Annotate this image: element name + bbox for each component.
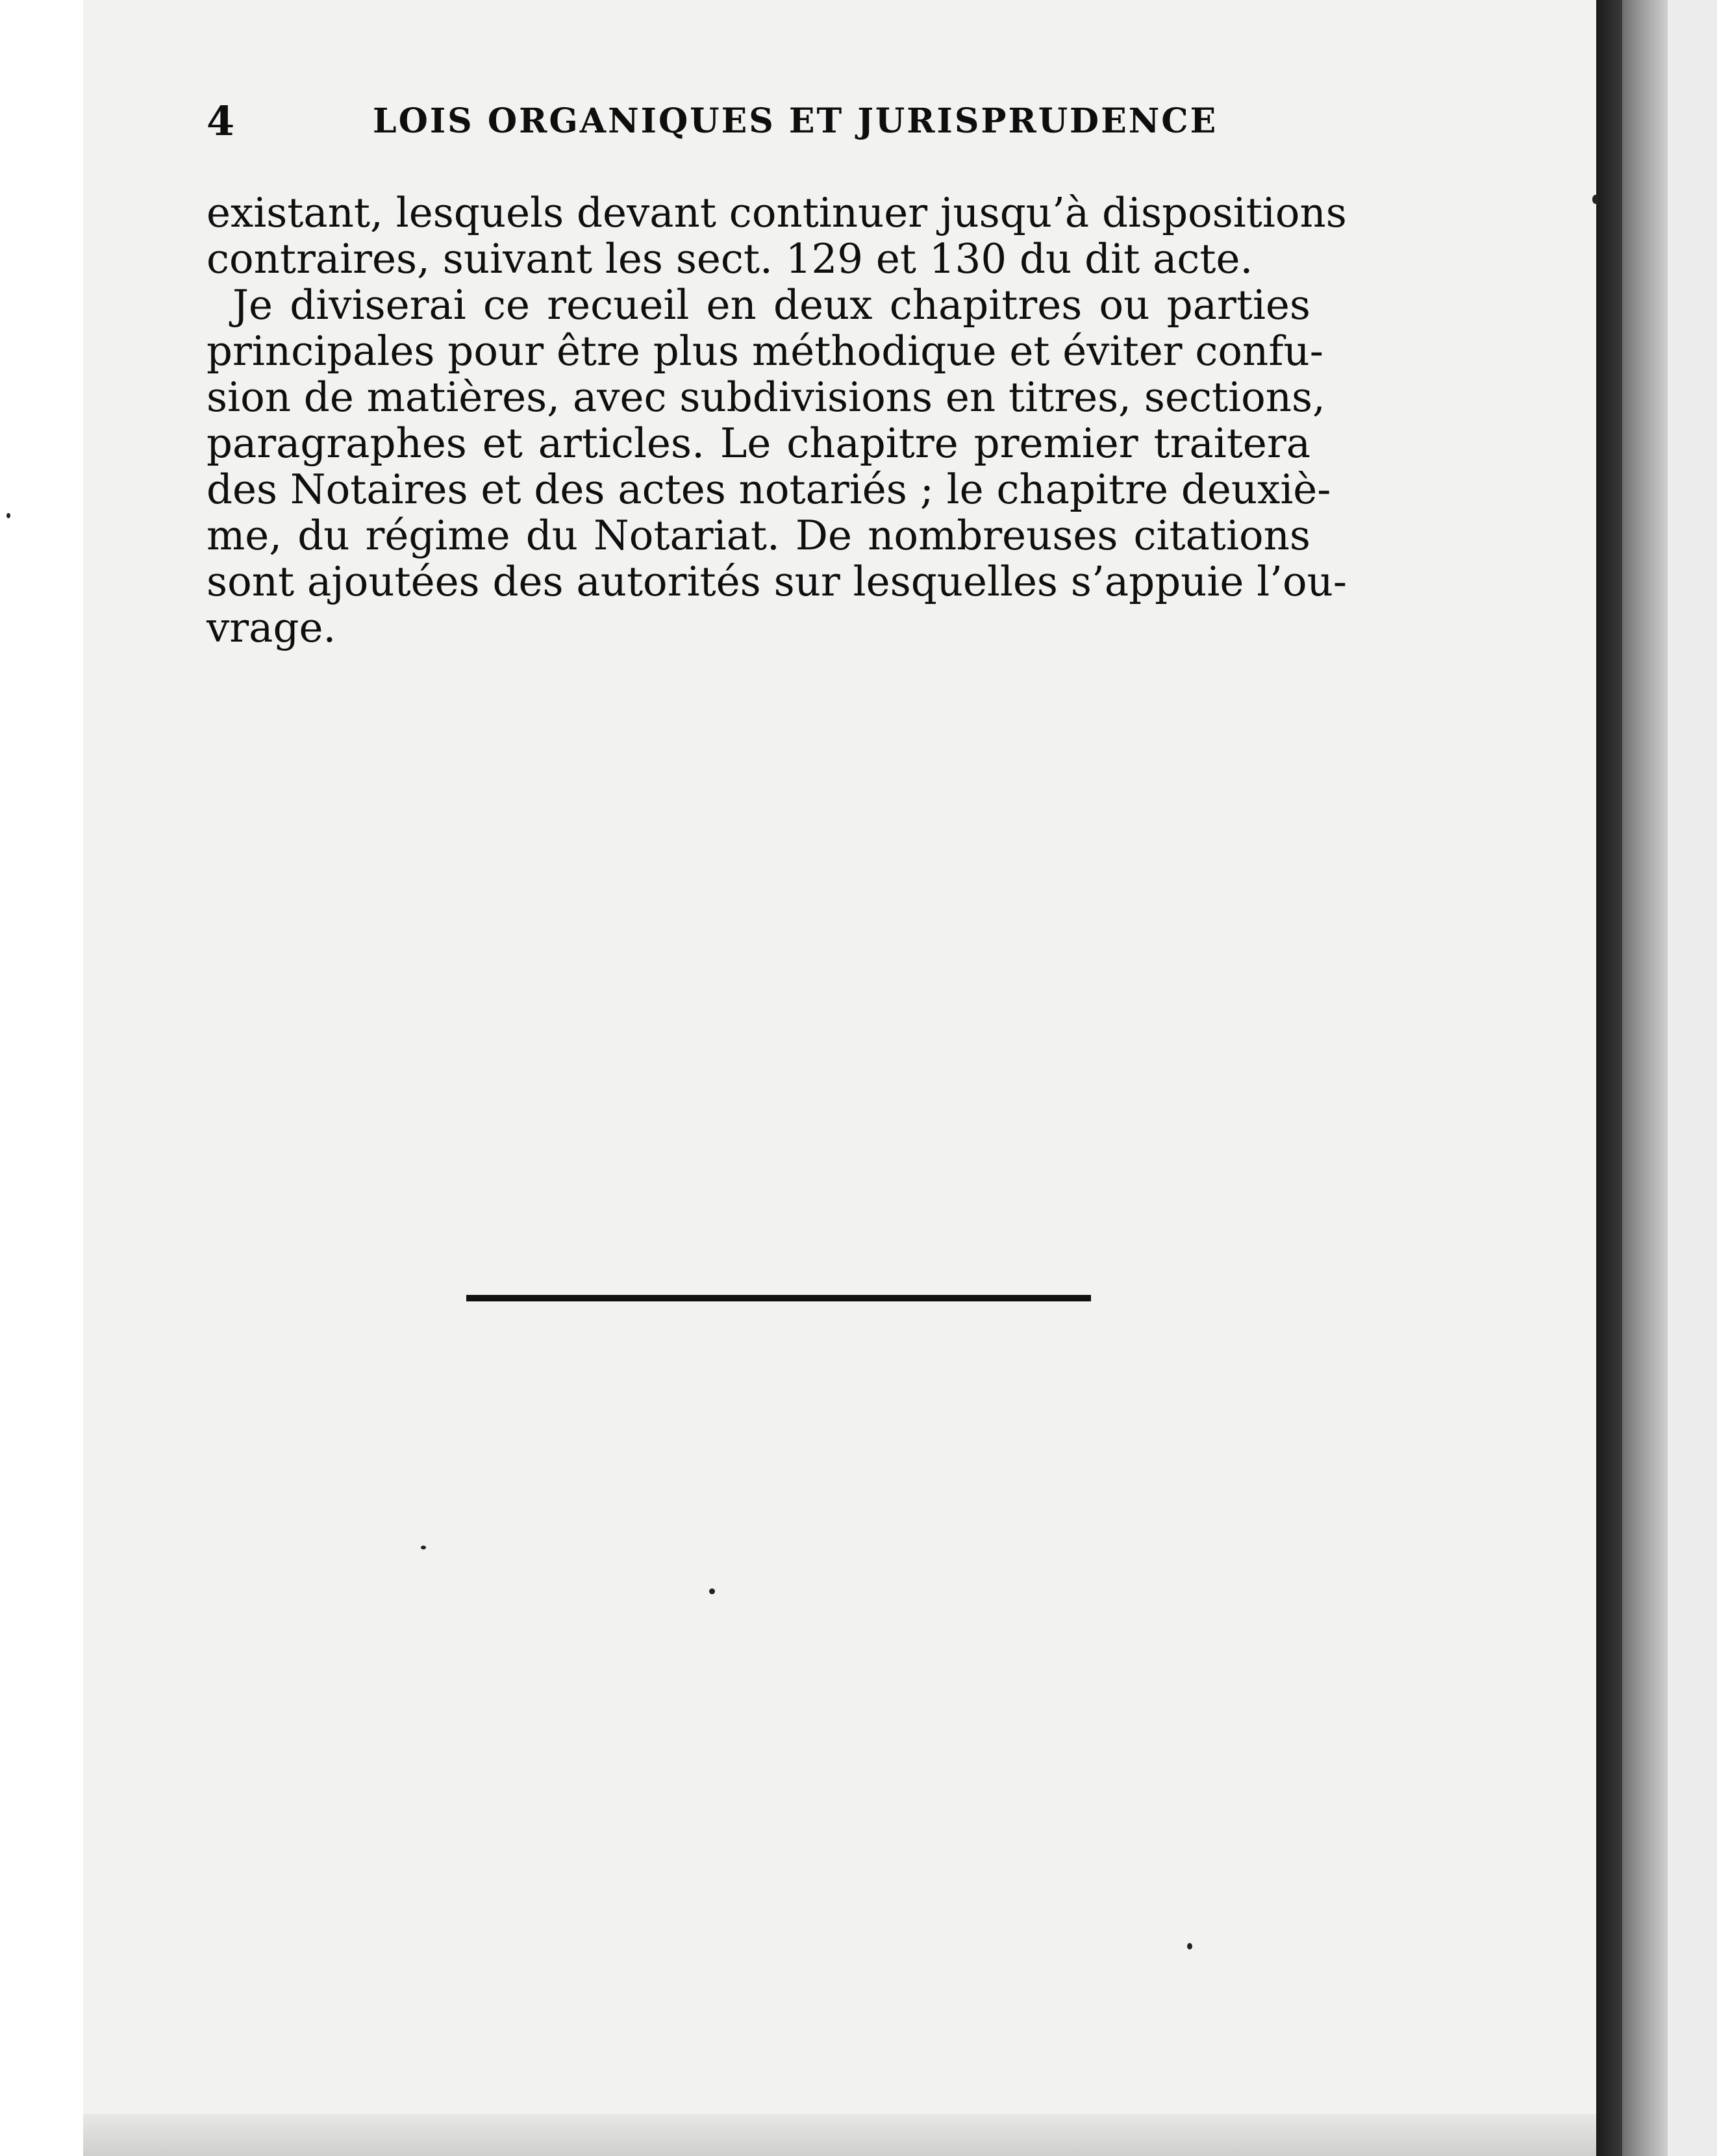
running-title: LOIS ORGANIQUES ET JURISPRUDENCE [373, 101, 1218, 141]
binding-edge [1596, 0, 1622, 2156]
ink-speck [421, 1546, 426, 1549]
page-edge-shadow [1622, 0, 1668, 2156]
ink-speck [1187, 1943, 1192, 1949]
text-line: contraires, suivant les sect. 129 et 130 du dit acte. [207, 235, 1253, 282]
bottom-page-edge [83, 2114, 1596, 2156]
text-line: des Notaires et des actes notariés ; le chapitre deuxiè- [207, 466, 1331, 513]
text-line: sont ajoutées des autorités sur lesquelles s’appuie l’ou- [207, 558, 1347, 605]
text-line: Je diviserai ce recueil en deux chapitres ou parties [232, 281, 1310, 329]
section-rule [466, 1295, 1091, 1301]
text-line: sion de matières, avec subdivisions en titres, sections, [207, 373, 1325, 421]
ink-speck [709, 1588, 715, 1594]
ink-speck [6, 513, 10, 518]
text-line: vrage. [207, 604, 336, 651]
running-header [207, 97, 1310, 149]
text-line: existant, lesquels devant continuer jusqu’à dispositions [207, 189, 1347, 236]
ink-speck [1592, 195, 1599, 204]
text-line: paragraphes et articles. Le chapitre premier traitera [207, 420, 1310, 467]
background-margin [1668, 0, 1717, 2156]
body-paragraphs [207, 189, 1347, 651]
text-line: principales pour être plus méthodique et éviter confu- [207, 327, 1323, 375]
text-line: me, du régime du Notariat. De nombreuses citations [207, 512, 1310, 559]
page-number: 4 [207, 97, 235, 145]
